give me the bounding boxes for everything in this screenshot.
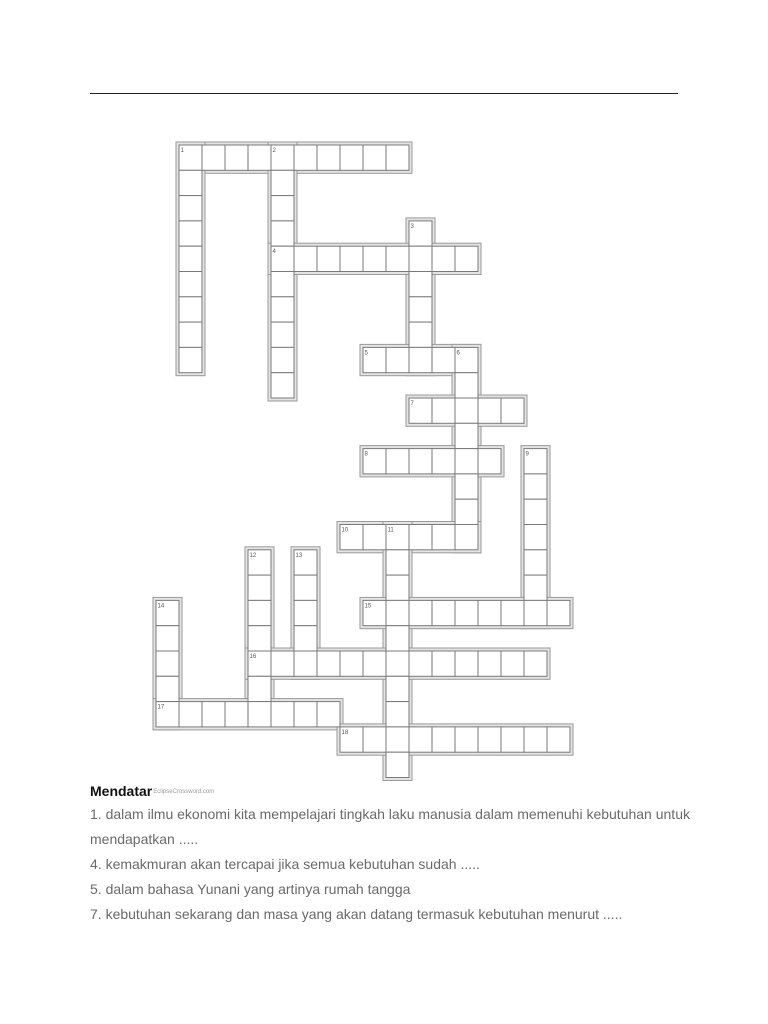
crossword-cell[interactable] [455,449,478,474]
crossword-cell[interactable] [248,600,271,625]
crossword-cell[interactable] [271,347,294,372]
crossword-cell[interactable] [409,246,432,271]
crossword-cell[interactable] [455,600,478,625]
crossword-cell[interactable] [340,145,363,170]
clue-number: 16 [249,654,257,660]
clue-number: 9 [525,451,529,458]
crossword-cell[interactable] [363,727,386,752]
clue-number: 11 [387,527,394,534]
crossword-cell[interactable] [248,702,271,727]
crossword-cell[interactable] [524,651,547,676]
crossword-cell[interactable] [294,702,317,727]
crossword-cell[interactable] [455,373,478,398]
crossword-cell[interactable] [271,170,294,195]
clue-number: 18 [341,729,349,736]
crossword-cell[interactable] [455,727,478,752]
crossword-cell[interactable] [409,322,432,347]
crossword-cell[interactable] [386,347,409,372]
crossword-cell[interactable] [294,626,317,651]
crossword-cell[interactable] [225,145,248,170]
crossword-cell[interactable] [432,727,455,752]
crossword-cell[interactable] [317,702,340,727]
crossword-cell[interactable] [294,145,317,170]
crossword-cell[interactable] [386,449,409,474]
crossword-cell[interactable] [271,373,294,398]
crossword-cell[interactable] [501,727,524,752]
clue-item: 4. kemakmuran akan tercapai jika semua kebutuhan sudah ..... [90,856,480,872]
crossword-cell[interactable] [409,347,432,372]
crossword-cell[interactable] [478,600,501,625]
crossword-cell[interactable] [156,651,179,676]
crossword-cell[interactable] [271,196,294,221]
clue-item: 7. kebutuhan sekarang dan masa yang akan datang termasuk kebutuhan menurut ..... [90,906,623,922]
crossword-cell[interactable] [432,525,455,550]
clue-number: 5 [364,350,368,357]
crossword-cell[interactable] [386,600,409,625]
crossword-cell[interactable] [409,297,432,322]
crossword-cell[interactable] [179,702,202,727]
clue-number: 10 [341,527,349,534]
crossword-cell[interactable] [386,550,409,575]
crossword-cell[interactable] [409,449,432,474]
clue-item: 5. dalam bahasa Yunani yang artinya rumah tangga [90,881,411,897]
crossword-cell[interactable] [317,145,340,170]
crossword-cell[interactable] [317,246,340,271]
crossword-cell[interactable] [409,727,432,752]
crossword-cell[interactable] [363,145,386,170]
crossword-cell[interactable] [409,651,432,676]
crossword-cell[interactable] [478,398,501,423]
crossword-cell[interactable] [179,272,202,297]
crossword-cell[interactable] [386,575,409,600]
crossword-cell[interactable] [409,600,432,625]
crossword-cell[interactable] [386,752,409,777]
clue-number: 2 [272,148,276,154]
crossword-cell[interactable] [363,651,386,676]
crossword-cell[interactable] [478,727,501,752]
crossword-cell[interactable] [455,499,478,524]
crossword-cell[interactable] [179,297,202,322]
crossword-cell[interactable] [524,550,547,575]
crossword-cell[interactable] [455,525,478,550]
crossword-cell[interactable] [202,145,225,170]
clue-number: 3 [410,223,414,230]
clue-number: 12 [249,552,257,559]
crossword-cell[interactable] [524,474,547,499]
crossword-cell[interactable] [501,651,524,676]
clue-number: 7 [410,401,414,407]
crossword-cell[interactable] [432,246,455,271]
crossword-cell[interactable] [524,600,547,625]
crossword-cell[interactable] [524,499,547,524]
crossword-cell[interactable] [478,449,501,474]
crossword-cell[interactable] [179,246,202,271]
crossword-cell[interactable] [248,145,271,170]
crossword-cell[interactable] [386,651,409,676]
crossword-cell[interactable] [432,347,455,372]
crossword-cell[interactable] [225,702,248,727]
clue-number: 15 [364,603,372,610]
crossword-cell[interactable] [386,246,409,271]
clue-number: 17 [157,704,165,711]
crossword-cells [156,145,570,778]
crossword-cell[interactable] [271,322,294,347]
crossword-cell[interactable] [386,676,409,701]
crossword-cell[interactable] [271,272,294,297]
crossword-cell[interactable] [432,651,455,676]
crossword-cell[interactable] [455,398,478,423]
crossword-cell[interactable] [156,626,179,651]
crossword-cell[interactable] [478,651,501,676]
crossword-cell[interactable] [547,727,570,752]
clue-number: 4 [272,249,276,256]
crossword-cell[interactable] [432,600,455,625]
clue-number: 14 [157,603,165,610]
crossword-cell[interactable] [524,727,547,752]
crossword-cell[interactable] [179,170,202,195]
crossword-cell[interactable] [455,651,478,676]
crossword-cell[interactable] [271,297,294,322]
crossword-cell[interactable] [409,272,432,297]
crossword-cell[interactable] [179,322,202,347]
crossword-cell[interactable] [248,626,271,651]
crossword-cell[interactable] [524,575,547,600]
crossword-cell[interactable] [271,221,294,246]
crossword-cell[interactable] [386,145,409,170]
crossword-cell[interactable] [386,626,409,651]
crossword-cell[interactable] [501,398,524,423]
crossword-cell[interactable] [156,676,179,701]
crossword-cell[interactable] [317,651,340,676]
crossword-cell[interactable] [455,474,478,499]
crossword-cell[interactable] [363,246,386,271]
crossword-cell[interactable] [409,525,432,550]
crossword-cell[interactable] [340,246,363,271]
clue-number: 6 [456,350,460,357]
crossword-cell[interactable] [432,449,455,474]
crossword-cell[interactable] [432,398,455,423]
crossword-cell[interactable] [248,676,271,701]
crossword-cell[interactable] [455,246,478,271]
crossword-cell[interactable] [179,221,202,246]
watermark-text: EclipseCrossword.com [153,789,215,796]
crossword-cell[interactable] [547,600,570,625]
crossword-cell[interactable] [179,196,202,221]
clue-number: 13 [295,552,303,559]
crossword-cell[interactable] [524,525,547,550]
crossword-cell[interactable] [363,525,386,550]
crossword-cell[interactable] [271,702,294,727]
crossword-cell[interactable] [294,651,317,676]
crossword-cell[interactable] [386,702,409,727]
crossword-cell[interactable] [248,575,271,600]
crossword-cell[interactable] [179,347,202,372]
clue-number: 8 [364,451,368,458]
crossword-cell[interactable] [294,575,317,600]
clues-heading: Mendatar [90,783,153,799]
crossword-cell[interactable] [455,423,478,448]
crossword-cell[interactable] [294,600,317,625]
crossword-cell[interactable] [271,651,294,676]
crossword-cell[interactable] [202,702,225,727]
clue-item: 1. dalam ilmu ekonomi kita mempelajari tingkah laku manusia dalam memenuhi kebutuhan untuk mendapatkan ..... [90,806,690,847]
clue-section [90,780,690,927]
crossword-cell[interactable] [386,727,409,752]
crossword-cell[interactable] [294,246,317,271]
crossword-cell[interactable] [501,600,524,625]
crossword-cell[interactable] [340,651,363,676]
clue-number: 1 [180,148,184,154]
